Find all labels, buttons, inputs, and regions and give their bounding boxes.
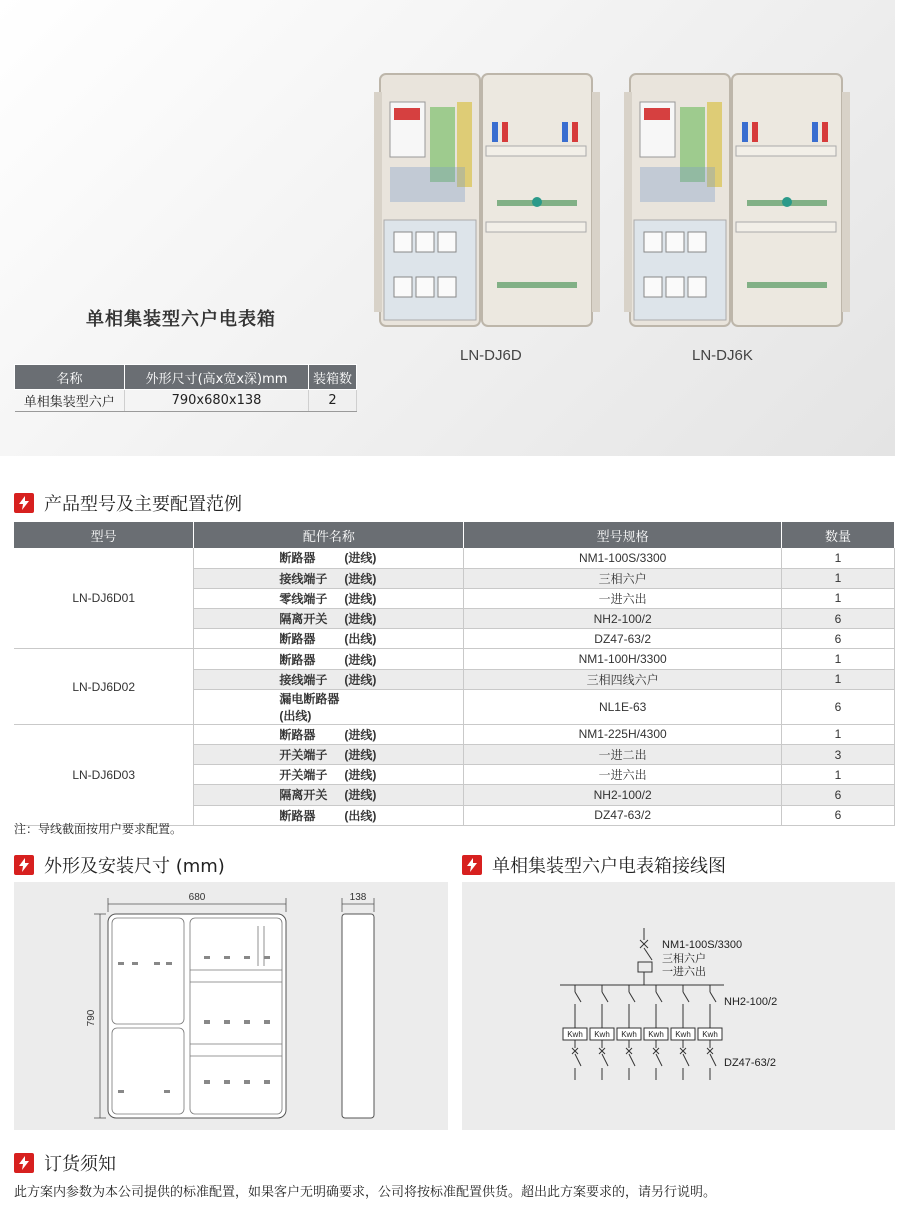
- part-name: 隔离开关: [279, 612, 328, 627]
- spec-cell-qty: 2: [309, 390, 357, 412]
- config-table: [14, 522, 895, 826]
- spec-cell: NH2-100/2: [464, 785, 782, 805]
- table-row: [14, 649, 895, 669]
- spec-cell: 一进二出: [464, 745, 782, 765]
- meter-label: Kwh: [594, 1030, 610, 1039]
- order-section-title: 订货须知: [44, 1154, 116, 1175]
- part-direction: (进线): [344, 591, 377, 606]
- branch-5: [671, 985, 695, 1080]
- table-row: [14, 724, 895, 744]
- part-direction: (进线): [344, 551, 377, 566]
- part-name: 断路器: [279, 727, 316, 742]
- meter-label: Kwh: [702, 1030, 718, 1039]
- part-cell: [194, 745, 464, 765]
- branch-4: [644, 985, 668, 1080]
- qty-cell: 1: [782, 548, 895, 568]
- branch-6: [698, 985, 722, 1080]
- hero-banner: [0, 0, 895, 456]
- part-direction: (出线): [344, 632, 377, 647]
- spec-cell: 一进六出: [464, 765, 782, 785]
- spec-cell: 三相四线六户: [464, 669, 782, 689]
- spec-cell-size: 790x680x138: [125, 390, 309, 412]
- wiring-diagram-panel: [462, 882, 895, 1130]
- part-cell: [194, 785, 464, 805]
- terminal-label-2: 一进六出: [662, 966, 706, 978]
- spec-header-name: 名称: [15, 365, 125, 390]
- spec-cell-name: 单相集装型六户: [15, 390, 125, 412]
- part-direction: (进线): [344, 571, 377, 586]
- qty-cell: 6: [782, 609, 895, 629]
- part-cell: [194, 765, 464, 785]
- part-name: 漏电断路器(出线): [279, 691, 340, 723]
- product-image-dj6k: [622, 72, 852, 330]
- part-cell: [194, 724, 464, 744]
- order-notes-text: 此方案内参数为本公司提供的标准配置，如果客户无明确要求，公司将按标准配置供货。超出此方案要求的，请另行说明。: [14, 1185, 717, 1200]
- meter-label: Kwh: [675, 1030, 691, 1039]
- part-direction: (进线): [344, 727, 377, 742]
- wiring-section-header: [462, 852, 726, 878]
- part-name: 断路器: [279, 808, 316, 823]
- dimension-drawing-panel: [14, 882, 448, 1130]
- qty-cell: 1: [782, 724, 895, 744]
- part-direction: (进线): [344, 652, 377, 667]
- part-cell: [194, 805, 464, 825]
- dimension-drawing: [14, 882, 448, 1130]
- branch-1: [563, 985, 587, 1080]
- part-name: 零线端子: [279, 591, 328, 606]
- part-cell: [194, 629, 464, 649]
- width-dim-label: 680: [188, 892, 206, 903]
- depth-dim-label: 138: [349, 892, 367, 903]
- part-direction: (进线): [344, 612, 377, 627]
- part-cell: [194, 669, 464, 689]
- spec-header-size: 外形尺寸(高x宽x深)mm: [125, 365, 309, 390]
- part-direction: (进线): [344, 768, 377, 783]
- lightning-icon: [14, 1153, 34, 1173]
- qty-cell: 1: [782, 588, 895, 608]
- meter-label: Kwh: [621, 1030, 637, 1039]
- height-dim-label: 790: [86, 1009, 97, 1027]
- qty-cell: 6: [782, 785, 895, 805]
- part-cell: [194, 609, 464, 629]
- part-direction: (进线): [344, 748, 377, 763]
- part-name: 断路器: [279, 551, 316, 566]
- config-section-header: [14, 490, 242, 516]
- qty-cell: 1: [782, 669, 895, 689]
- col-header-spec: 型号规格: [464, 522, 782, 548]
- qty-cell: 6: [782, 805, 895, 825]
- lightning-icon: [462, 855, 482, 875]
- part-cell: [194, 548, 464, 568]
- out-breaker-label: DZ47-63/2: [724, 1057, 776, 1069]
- wiring-section-title: 单相集装型六户电表箱接线图: [492, 856, 726, 877]
- part-name: 接线端子: [279, 672, 328, 687]
- branch-3: [617, 985, 641, 1080]
- spec-header-qty: 装箱数: [309, 365, 357, 390]
- config-section-title: 产品型号及主要配置范例: [44, 494, 242, 515]
- product-title: 单相集装型六户电表箱: [86, 309, 276, 330]
- part-name: 隔离开关: [279, 788, 328, 803]
- model-label-2: LN-DJ6K: [692, 347, 753, 364]
- isolator-label: NH2-100/2: [724, 996, 778, 1008]
- meter-label: Kwh: [648, 1030, 664, 1039]
- qty-cell: 1: [782, 765, 895, 785]
- part-cell: [194, 689, 464, 724]
- part-direction: (出线): [344, 808, 377, 823]
- table-note: 注：导线截面按用户要求配置。: [14, 822, 183, 836]
- model-cell: LN-DJ6D02: [14, 649, 194, 724]
- part-cell: [194, 649, 464, 669]
- part-name: 接线端子: [279, 571, 328, 586]
- lightning-icon: [14, 493, 34, 513]
- spec-cell: DZ47-63/2: [464, 629, 782, 649]
- branch-2: [590, 985, 614, 1080]
- spec-cell: 一进六出: [464, 588, 782, 608]
- order-section-header: [14, 1150, 116, 1176]
- qty-cell: 1: [782, 568, 895, 588]
- main-breaker-label: NM1-100S/3300: [662, 939, 743, 951]
- part-cell: [194, 588, 464, 608]
- spec-cell: NH2-100/2: [464, 609, 782, 629]
- table-row: [14, 548, 895, 568]
- spec-cell: NL1E-63: [464, 689, 782, 724]
- dimension-section-title: 外形及安装尺寸 (mm): [44, 856, 225, 877]
- model-label-1: LN-DJ6D: [460, 347, 522, 364]
- col-header-qty: 数量: [782, 522, 895, 548]
- branch-circuits: [563, 985, 722, 1080]
- col-header-part: 配件名称: [194, 522, 464, 548]
- spec-cell: NM1-100S/3300: [464, 548, 782, 568]
- model-cell: LN-DJ6D01: [14, 548, 194, 649]
- lightning-icon: [14, 855, 34, 875]
- spec-table: [14, 364, 357, 412]
- part-direction: (进线): [344, 672, 377, 687]
- part-direction: (进线): [344, 788, 377, 803]
- spec-cell: NM1-100H/3300: [464, 649, 782, 669]
- part-cell: [194, 568, 464, 588]
- part-name: 断路器: [279, 632, 316, 647]
- terminal-label-1: 三相六户: [662, 953, 706, 965]
- col-header-model: 型号: [14, 522, 194, 548]
- dimension-section-header: [14, 852, 225, 878]
- product-image-dj6d: [372, 72, 602, 330]
- part-name: 开关端子: [279, 768, 328, 783]
- spec-cell: 三相六户: [464, 568, 782, 588]
- part-name: 开关端子: [279, 748, 328, 763]
- meter-label: Kwh: [567, 1030, 583, 1039]
- spec-cell: DZ47-63/2: [464, 805, 782, 825]
- part-name: 断路器: [279, 652, 316, 667]
- qty-cell: 1: [782, 649, 895, 669]
- qty-cell: 3: [782, 745, 895, 765]
- qty-cell: 6: [782, 629, 895, 649]
- wiring-diagram: [462, 882, 895, 1130]
- spec-cell: NM1-225H/4300: [464, 724, 782, 744]
- model-cell: LN-DJ6D03: [14, 724, 194, 825]
- qty-cell: 6: [782, 689, 895, 724]
